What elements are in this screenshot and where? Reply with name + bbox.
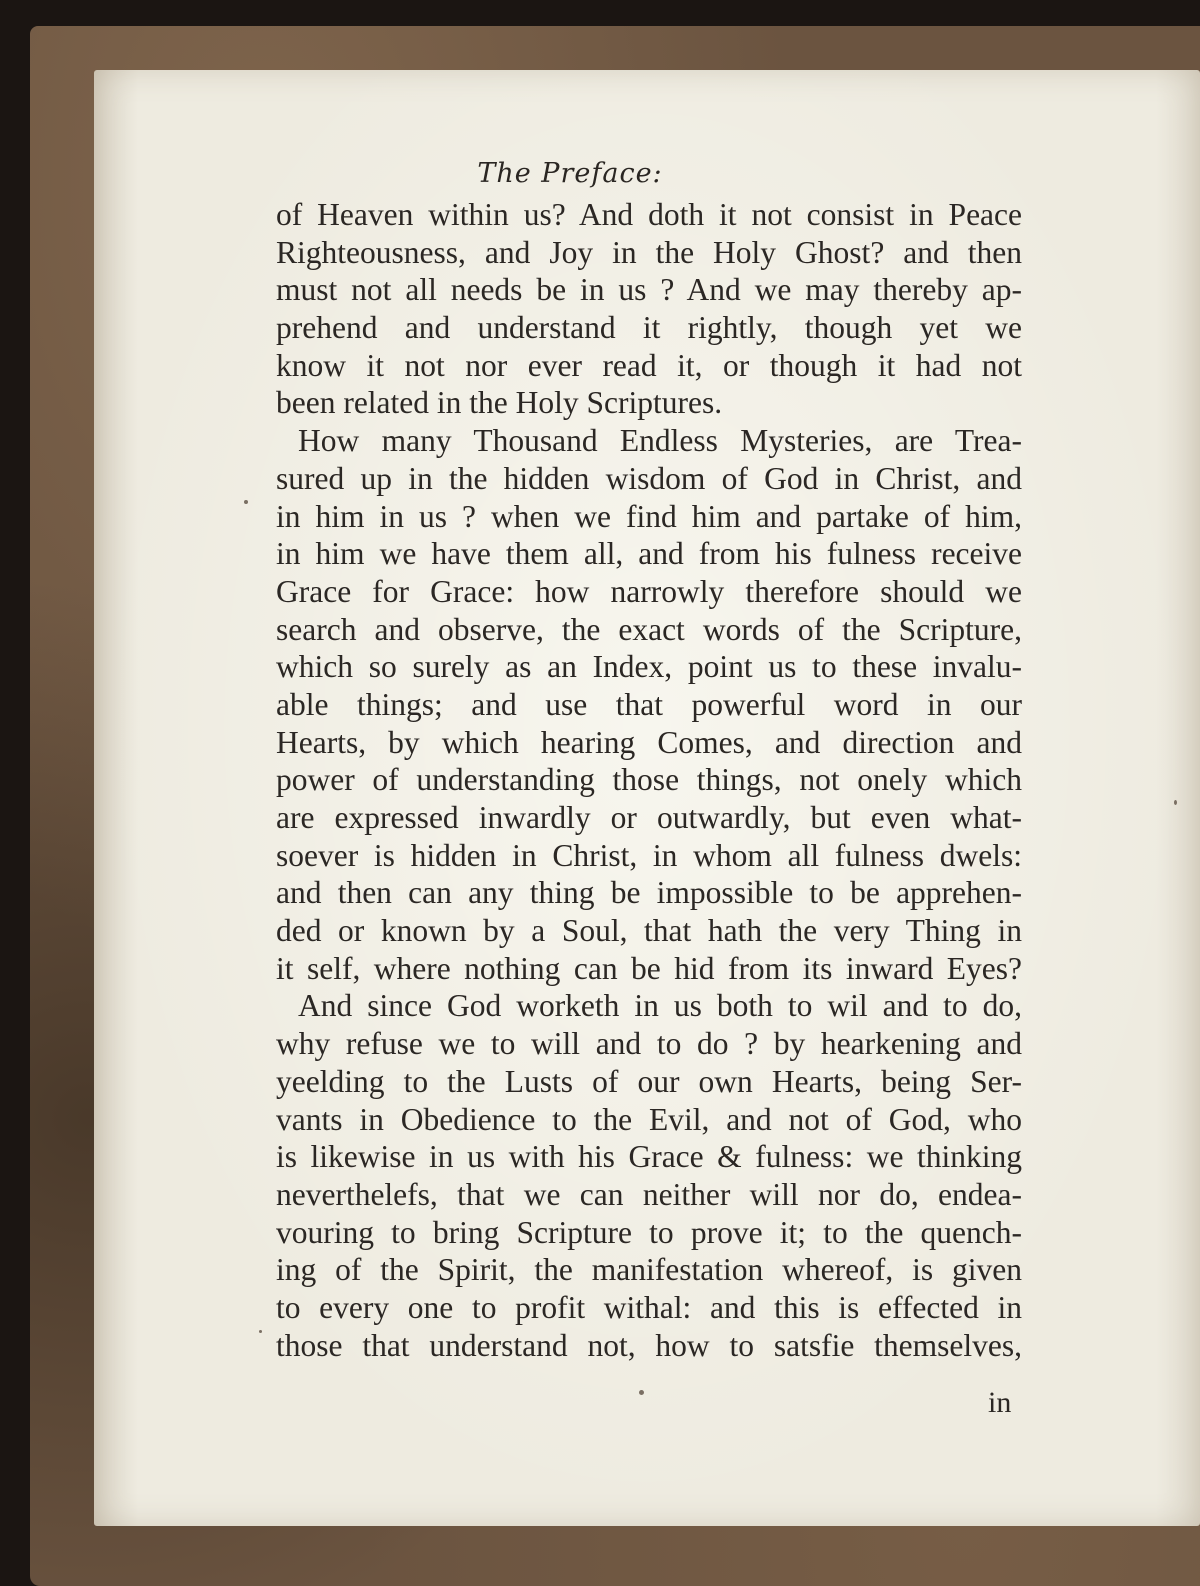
text-line: yeelding to the Lusts of our own Hearts, being Ser- [276, 1063, 1022, 1099]
text-line: And since God worketh in us both to wil and to do, [298, 988, 1022, 1024]
text-line: sured up in the hidden wisdom of God in Christ, and [276, 460, 1022, 496]
text-line: able things; and use that powerful word in our [276, 686, 1022, 722]
text-line: been related in the Holy Scriptures. [276, 385, 723, 421]
text-line: know it not nor ever read it, or though it had not [276, 347, 1022, 383]
text-line: why refuse we to will and to do ? by hearkening and [276, 1026, 1022, 1062]
text-line: Hearts, by which hearing Comes, and direction and [276, 724, 1022, 760]
text-line: prehend and understand it rightly, though yet we [276, 310, 1022, 346]
text-line: is likewise in us with his Grace & fulness: we thinking [276, 1139, 1022, 1175]
text-line: and then can any thing be impossible to be apprehen- [276, 875, 1022, 911]
text-line: ded or known by a Soul, that hath the very Thing in [276, 913, 1022, 949]
text-line: vants in Obedience to the Evil, and not of God, who [276, 1101, 1022, 1137]
catchword: in [988, 1386, 1012, 1419]
text-line: search and observe, the exact words of the Scripture, [276, 611, 1022, 647]
text-line: soever is hidden in Christ, in whom all fulness dwels: [276, 837, 1022, 873]
text-line: in him in us ? when we find him and partake of him, [276, 498, 1022, 534]
text-line: to every one to profit withal: and this is effected in [276, 1289, 1022, 1325]
text-line: it self, where nothing can be hid from its inward Eyes? [276, 950, 1022, 986]
text-line: are expressed inwardly or outwardly, but even what- [276, 800, 1022, 835]
text-line: neverthelefs, that we can neither will nor do, endea- [276, 1176, 1022, 1212]
text-line: Grace for Grace: how narrowly therefore should we [276, 573, 1022, 609]
text-line: in him we have them all, and from his fulness receive [276, 536, 1022, 572]
text-line: of Heaven within us? And doth it not consist in Peace [276, 197, 1022, 232]
page-body [276, 196, 1022, 1364]
text-line: Righteousness, and Joy in the Holy Ghost? and then [276, 234, 1022, 270]
text-line: ing of the Spirit, the manifestation whereof, is given [276, 1252, 1022, 1288]
text-line: How many Thousand Endless Mysteries, are Trea- [298, 423, 1022, 459]
text-line: must not all needs be in us ? And we may thereby ap- [276, 272, 1022, 308]
text-line: which so surely as an Index, point us to these invalu- [276, 649, 1022, 685]
text-line: power of understanding those things, not onely which [276, 762, 1022, 798]
text-line: those that understand not, how to satsfie themselves, [276, 1327, 1022, 1363]
text-line: vouring to bring Scripture to prove it; to the quench- [276, 1214, 1022, 1250]
running-header: The Preface: [477, 158, 663, 189]
